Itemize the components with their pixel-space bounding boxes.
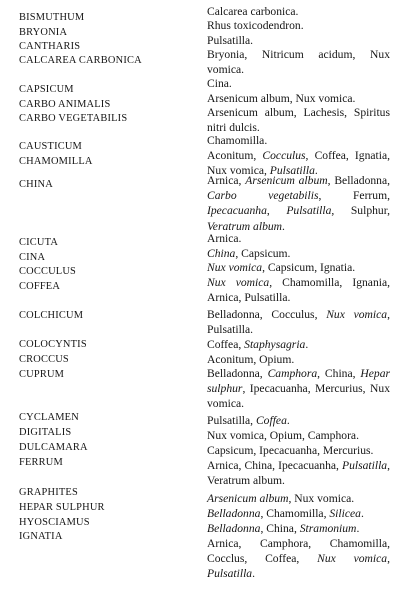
antidote-list: Pulsatilla, Coffea.	[207, 414, 290, 427]
remedy-name: COLCHICUM	[19, 310, 84, 321]
antidote-list: Nux vomica, Capsicum, Ignatia.	[207, 261, 356, 274]
remedy-name: CARBO ANIMALIS	[19, 99, 111, 110]
remedy-name: CINA	[19, 252, 46, 263]
remedy-name: GRAPHITES	[19, 487, 78, 498]
antidote-list: Arnica, Camphora, Chamomilla, Cocclus, Coffea, Nux vomica, Pulsatilla.	[207, 537, 391, 581]
remedy-name: CHINA	[19, 179, 53, 190]
remedy-name: DIGITALIS	[19, 427, 72, 438]
antidote-list: Arsenicum album, Nux vomica.	[207, 492, 355, 505]
antidote-list: Arnica, Arsenicum album, Belladonna, Carbo vegetabilis, Ferrum, Ipecacuanha, Pulsatilla, Sulphur, Veratrum album.	[207, 174, 391, 233]
remedy-name: BISMUTHUM	[19, 12, 85, 23]
antidote-list: Arsenicum album, Nux vomica.	[207, 92, 356, 105]
antidote-list: Arsenicum album, Lachesis, Spiritus nitri dulcis.	[207, 106, 390, 135]
remedy-name: CALCAREA CARBONICA	[19, 55, 142, 66]
antidote-list: Arnica, China, Ipecacuanha, Pulsatilla, Veratrum album.	[207, 459, 390, 488]
antidote-list: Nux vomica, Chamomilla, Ignania, Arnica, Pulsatilla.	[207, 276, 391, 305]
antidote-list: Capsicum, Ipecacuanha, Mercurius.	[207, 444, 374, 457]
antidote-list: Rhus toxicodendron.	[207, 19, 304, 32]
remedy-name: COFFEA	[19, 281, 61, 292]
remedy-name: DULCAMARA	[19, 442, 88, 453]
antidote-list: Belladonna, Chamomilla, Silicea.	[207, 507, 364, 520]
antidote-list: Aconitum, Opium.	[207, 353, 295, 366]
remedy-name: COCCULUS	[19, 266, 77, 277]
remedy-name: CARBO VEGETABILIS	[19, 113, 128, 124]
remedy-name: CAPSICUM	[19, 84, 74, 95]
remedy-name: CHAMOMILLA	[19, 156, 93, 167]
remedy-name: CAUSTICUM	[19, 141, 82, 152]
remedy-name: CYCLAMEN	[19, 412, 79, 423]
remedy-name: CUPRUM	[19, 369, 65, 380]
antidote-list: China, Capsicum.	[207, 247, 291, 260]
antidote-list: Belladonna, Cocculus, Nux vomica, Pulsatilla.	[207, 308, 390, 337]
antidote-list: Chamomilla.	[207, 134, 268, 147]
antidote-list: Aconitum, Cocculus, Coffea, Ignatia, Nux vomica, Pulsatilla.	[207, 149, 390, 178]
antidote-list: Nux vomica, Opium, Camphora.	[207, 429, 359, 442]
remedy-name: BRYONIA	[19, 27, 68, 38]
remedy-name: CICUTA	[19, 237, 59, 248]
antidote-list: Belladonna, Camphora, China, Hepar sulphur, Ipecacuanha, Mercurius, Nux vomica.	[207, 367, 390, 411]
remedy-name: CANTHARIS	[19, 41, 81, 52]
remedy-name: HEPAR SULPHUR	[19, 502, 105, 513]
antidote-list: Cina.	[207, 77, 232, 90]
antidote-list: Bryonia, Nitricum acidum, Nux vomica.	[207, 48, 390, 77]
remedy-name: COLOCYNTIS	[19, 339, 87, 350]
remedy-name: FERRUM	[19, 457, 63, 468]
antidote-list: Coffea, Staphysagria.	[207, 338, 309, 351]
antidote-list: Calcarea carbonica.	[207, 5, 299, 18]
antidote-list: Belladonna, China, Stramonium.	[207, 522, 360, 535]
remedy-name: HYOSCIAMUS	[19, 517, 90, 528]
antidote-list: Arnica.	[207, 232, 242, 245]
remedy-name: IGNATIA	[19, 531, 63, 542]
antidote-list: Pulsatilla.	[207, 34, 254, 47]
remedy-name: CROCCUS	[19, 354, 69, 365]
